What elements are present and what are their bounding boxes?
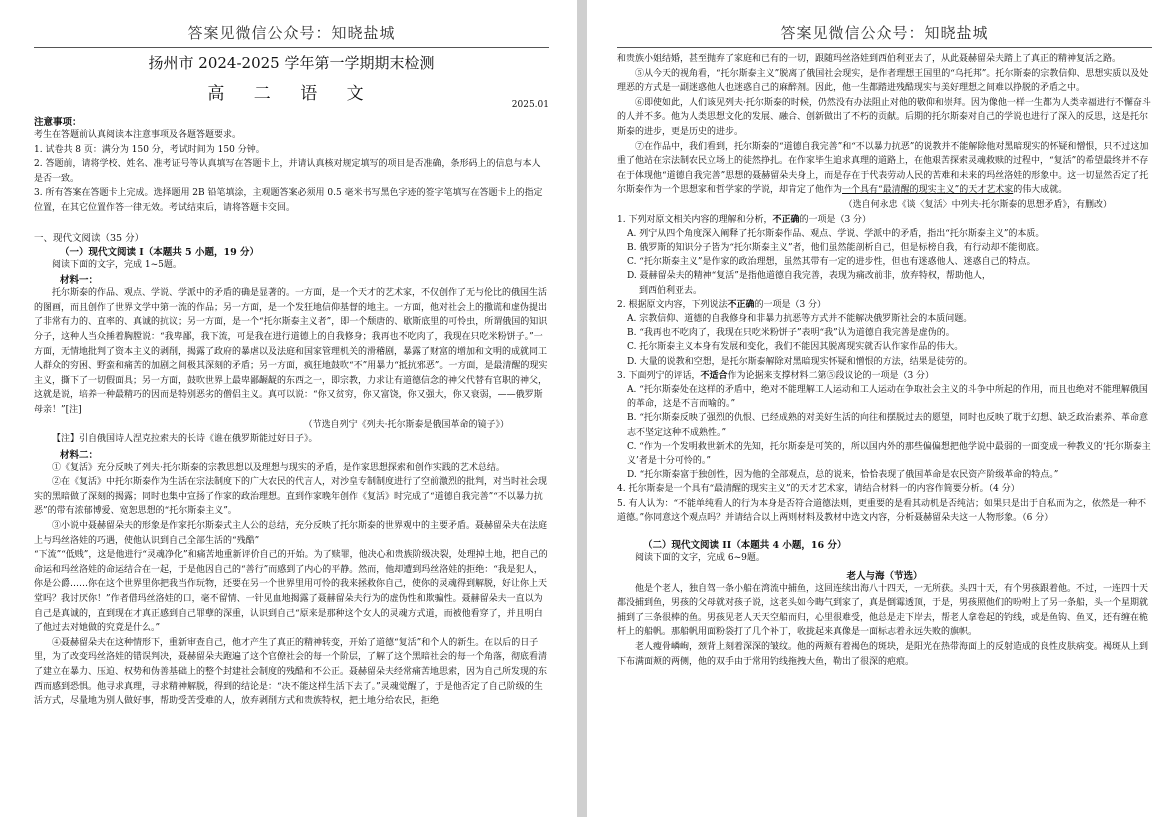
notes-title: 注意事项： — [34, 117, 82, 128]
material-paragraph: “下流”“低贱”，这是他进行“灵魂净化”和痛苦地重新评价自己的开始。为了赎罪，他决心和贵族阶级决裂，处理掉土地，把自己的命运和玛丝洛娃的命运结合在一起，于是他因自己的“善行”而感到了内心的平静。然而，他却遭到玛丝洛娃的拒绝：“我是犯人，你是公爵……你在这个世界里你把我当作玩物，还要在另一个世界里用可怜的我来拯救你自己，使你的灵魂得到解脱，好让你上天堂吗？我讨厌你！”作者借玛丝洛娃的口，毫不留情、一针见血地揭露了聂赫留朵夫行为的虚伪性和欺骗性。聂赫留朵夫一直以为自己是真诚的，直到现在才真正感到自己罪孽的深重，认识到自己“原来是那种这个女人的灵魂方式道，而被他看穿了，并且明白了他过去对她做的究竟是什么。” — [34, 550, 548, 634]
option: A. 宗教信仰、道德的自我修身和非暴力抗恶等方式并不能解决俄罗斯社会的本质问题。 — [627, 313, 973, 324]
instruction: 阅读下面的文字，完成 1~5题。 — [52, 259, 182, 270]
option: D. 聂赫留朵夫的精神“复活”是指他道德自我完善，表现为痛改前非，放弃特权，帮助他人， — [627, 271, 991, 282]
question-2: 2. 根据原文内容，下列说法不正确的一项是（3 分） — [617, 299, 827, 310]
note-line: 考生在答题前认真阅读本注意事项及各题答题要求。 — [34, 130, 242, 140]
subsection-heading: （一）现代文阅读 I（本题共 5 小题，19 分） — [60, 246, 260, 258]
option: C. “作为一个发明救世新术的先知，托尔斯泰是可笑的，所以国内外的那些偏偏想把他学说中最弱的一面变成一种教义的‘托尔斯泰主义’者是十分可怜的。” — [627, 441, 1151, 466]
question-4: 4. 托尔斯泰是一个具有“最清醒的现实主义”的天才艺术家，请结合材料一的内容作简要分析。（4 分） — [617, 484, 1020, 495]
option: C. 托尔斯泰主义本身有发展和变化，我们不能因其脱离现实就否认作家作品的伟大。 — [627, 342, 964, 353]
page-header: 答案见微信公众号：知晓盐城 — [617, 22, 1152, 48]
material-paragraph: ①《复活》充分反映了列夫·托尔斯泰的宗教思想以及理想与现实的矛盾，是作家思想探索和创作实践的艺术总结。 — [52, 462, 505, 473]
exam-title: 扬州市 2024-2025 学年第一学期期末检测 — [148, 54, 435, 72]
option: C. “托尔斯泰主义”是作家的政治理想，虽然其带有一定的进步性，但也有迷惑他人、迷惑自己的特点。 — [627, 257, 1036, 268]
page-header: 答案见微信公众号：知晓盐城 — [34, 22, 549, 48]
option: D. “托尔斯泰富于独创性，因为他的全部观点，总的说来，恰恰表现了俄国革命是农民资产阶级革命的特点。” — [627, 470, 1059, 481]
question-1: 1. 下列对原文相关内容的理解和分析，不正确的一项是（3 分） — [617, 214, 872, 225]
option: D. 大量的说教和空想，是托尔斯泰解除对黑暗现实怀疑和憎恨的方法，结果是徒劳的。 — [627, 356, 973, 367]
material-label: 材料二： — [60, 449, 99, 461]
story-title: 老人与海（节选） — [846, 570, 923, 582]
option: A. 列宁从四个角度深入阐释了托尔斯泰作品、观点、学说、学派中的矛盾，指出“托尔斯泰主义”的本质。 — [627, 228, 1045, 239]
material-paragraph: 和贵族小姐结婚，甚至抛弃了家庭和已有的一切，跟随玛丝洛娃到西伯利亚去了，从此聂赫留朵夫踏上了真正的精神复活之路。 — [617, 54, 1122, 64]
question-3: 3. 下面列宁的评话，不适合作为论据来支撑材料二第⑤段议论的一项是（3 分） — [617, 370, 935, 381]
material-paragraph: ⑤从今天的视角看，“托尔斯泰主义”脱离了俄国社会现实，是作者理想王国里的“乌托邦”。托尔斯泰的宗教信仰、思想实质以及处理恶的方式是一副迷惑他人也迷惑自己的麻醉剂。因此，他一生都踏进残酷现实与美好理想之间难以挣脱的矛盾之中。 — [617, 68, 1149, 94]
material-paragraph: ⑥即使如此，人们该见列夫·托尔斯泰的时候，仍然没有办法阻止对他的敬仰和崇拜。因为像他一样一生都为人类幸福进行不懈奋斗的人并不多。他为人类思想文化的发展、融合、创新做出了不朽的贡献。后期的托尔斯泰对自己的学说也进行了深入的反思，这是托尔斯泰的进步，更是历史的进步。 — [617, 97, 1151, 137]
material-paragraph: ⑦在作品中，我们看到，托尔斯泰的“道德自我完善”和“不以暴力抗恶”的说教并不能解除他对黑暗现实的怀疑和憎恨，只不过这加重了他站在宗法制农民立场上的徒然挣扎。在作家毕生追求真理的道路上，在他艰苦探索灵魂救赎的过程中，“复活”的希望最终并不存在于体现他“道德自我完善”思想的聂赫留朵夫身上，而是存在于代表劳动人民的苦难和未来的玛丝洛娃的形象中。这一切显然否定了托尔斯泰作为一个思想家和哲学家的学说，却肯定了他作为一个具有“最清醒的现实主义”的天才艺术家的伟大成就。 — [617, 141, 1149, 196]
subsection-heading: （二）现代文阅读 II（本题共 4 小题，16 分） — [643, 540, 847, 551]
subject-title: 高 二 语 文 — [207, 84, 376, 104]
instruction: 阅读下面的文字，完成 6~9题。 — [635, 553, 765, 563]
question-5: 5. 有人认为：“不能单纯看人的行为本身是否符合道德法则，更重要的是看其动机是否纯洁；如果只是出于自私而为之，依然是一种不道德。”你同意这个观点吗？并请结合以上两则材料及教材中选文内容，分析聂赫留朵夫这一人物形象。（6 分） — [617, 498, 1147, 523]
note-line: 1. 试卷共 8 页：满分为 150 分，考试时间为 150 分钟。 — [34, 144, 265, 155]
option: 到西伯利亚去。 — [639, 285, 703, 296]
document-page-right — [587, 0, 1172, 817]
source-citation: （选自何永忠《谈〈复活〉中列夫·托尔斯泰的思想矛盾》，有删改） — [843, 199, 1112, 210]
footnote: 【注】引自俄国诗人涅克拉索夫的长诗《谁在俄罗斯能过好日子》。 — [52, 434, 318, 445]
document-page-left — [0, 0, 577, 817]
underlined-phrase: 一个具有“最清醒的现实主义”的天才艺术家 — [842, 185, 1014, 196]
page-gap — [577, 0, 587, 817]
option: B. 俄罗斯的知识分子皆为“托尔斯泰主义”者，他们虽然能剖析自己，但是标榜自我，有行动却不能彻底。 — [627, 242, 1045, 253]
exam-date: 2025.01 — [511, 100, 549, 110]
note-line: 3. 所有答案在答题卡上完成。选择题用 2B 铅笔填涂，主观题答案必须用 0.5 毫米书写黑色字迹的签字笔填写在答题卡上的指定位置，在其它位置作答一律无效。考试结束后，请将答题卡交回。 — [34, 188, 543, 213]
option: B. “我再也不吃肉了，我现在只吃米粉饼子”表明“我”认为道德自我完善是虚伪的。 — [627, 328, 955, 339]
material-label: 材料一： — [60, 275, 99, 287]
option: B. “托尔斯泰反映了强烈的仇恨、已经成熟的对美好生活的向往和摆脱过去的愿望，同时也反映了耽于幻想、缺乏政治素养、革命意志不坚定这种不成熟性。” — [627, 413, 1148, 438]
source-citation: （节选自列宁《列夫·托尔斯泰是俄国革命的镜子》） — [303, 419, 509, 430]
material-paragraph: 托尔斯泰的作品、观点、学说、学派中的矛盾的确是显著的。一方面，是一个天才的艺术家，不仅创作了无与伦比的俄国生活的图画，而且创作了世界文学中第一流的作品；另一方面，是一个发狂地信仰基督的地主。一方面，他对社会上的撒谎和虚伪提出了非常有力的、直率的、真诚的抗议；另一方面，是一个“托尔斯泰主义者”，即一个颓唐的、歇斯底里的可怜虫，所谓俄国的知识分子，这种人当众捶着胸膛说：“我卑鄙，我下流，可是我在进行道德上的自我修身；我再也不吃肉了，我现在只吃米粉饼子。”一方面，无情地批判了资本主义的剥削，揭露了政府的暴虐以及法庭和国家管理机关的滑稽剧，暴露了财富的增加和文明的成就同工人群众的穷困、野蛮和痛苦的加剧之间极其深刻的矛盾；另一方面，疯狂地鼓吹“不”用暴力“抵抗邪恶”。一方面，是最清醒的现实主义，撕下了一切假面具；另一方面，鼓吹世界上最卑鄙龌龊的东西之一，即宗教，力求让有道德信念的神父代替有官职的神父，这就是说，培养一种最精巧的因而是特别恶劣的僧侣主义。真可以说：“你又贫穷，你又富饶，你又强大，你又衰弱，——俄罗斯母亲！”[注] — [34, 288, 548, 415]
material-paragraph: ②在《复活》中托尔斯泰作为生活在宗法制度下的广大农民的代言人，对沙皇专制制度进行了空前激烈的批判，对当时社会现实的黑暗做了深刻的揭露；同时也集中宣扬了作家的政治理想。直到作家晚年创作《复活》时完成了“道德自我完善”“不以暴力抗恶”的带有浓郁博爱、宽恕思想的“托尔斯泰主义”。 — [34, 477, 548, 517]
material-paragraph: ④聂赫留朵夫在这种情形下，重新审查自己，他才产生了真正的精神转变，开始了道德“复活”和个人的新生。在以后的日子里，为了改变玛丝洛娃的错误判决，聂赫留朵夫跑遍了这个官僚社会的每一个阶层，了解了这个黑暗社会的每一个角落，彻底看清了建立在暴力、压迫、权势和伪善基础上的整个封建社会制度的残酷和不公正。聂赫留朵夫经常痛苦地思索，因为自己所发现的东西而感到恐惧。他寻求真理，寻求精神解脱，得到的结论是：“决不能这样生活下去了。”灵魂觉醒了，于是他否定了自己阶级的生活方式，尽量地为别人做好事，帮助受苦受难的人，放弃剥削方式和贵族特权，把土地分给农民，拒绝 — [34, 637, 548, 707]
note-line: 2. 答题前，请将学校、姓名、准考证号等认真填写在答题卡上，并请认真核对规定填写的项目是否准确，条形码上的信息与本人是否一致。 — [34, 159, 541, 184]
section-heading: 一、现代文阅读（35 分） — [34, 232, 145, 244]
story-paragraph: 老人瘦骨嶙峋，颈背上刻着深深的皱纹。他的两颊有着褐色的斑块，是阳光在热带海面上的反射造成的良性皮肤病变。褐斑从上到下布满面颊的两侧，他的双手由于常用钓线拖拽大鱼，勒出了很深的疤痕。 — [617, 641, 1149, 667]
option: A. “托尔斯泰处在这样的矛盾中，绝对不能理解工人运动和工人运动在争取社会主义的斗争中所起的作用，而且也绝对不能理解俄国的革命，这是不言而喻的。” — [627, 384, 1148, 410]
material-paragraph: ③小说中聂赫留朵夫的形象是作家托尔斯泰式主人公的总结，充分反映了托尔斯泰的世界观中的主要矛盾。聂赫留朵夫在法庭上与玛丝洛娃的巧遇，使他认识到自己全部生活的“残酷” — [34, 521, 548, 546]
story-paragraph: 他是个老人，独自驾一条小船在湾流中捕鱼，这回连续出海八十四天，一无所获。头四十天，有个男孩跟着他。不过，一连四十天都没捕到鱼，男孩的父母就对孩子说，这老头如今晦气到家了，真是倒霉透顶，于是，男孩照他们的吩咐上了另一条船，头一个星期就捕到了三条很棒的鱼。男孩见老人天天空船而归，心里很难受，他总是走下岸去，帮老人拿卷起的钓线，或是鱼钩、鱼叉，还有缠在桅杆上的船帆。那船帆用面粉袋打了几个补丁，收拢起来真像是一面标志着永远失败的旗帜。 — [617, 583, 1149, 638]
